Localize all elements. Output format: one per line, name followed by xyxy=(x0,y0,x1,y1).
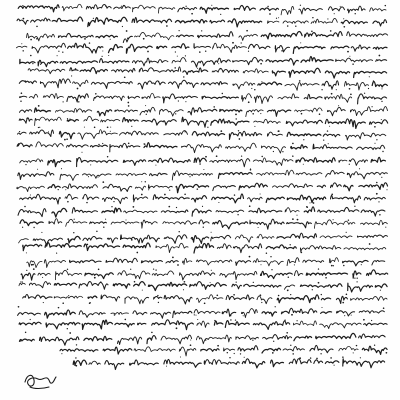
handwritten-line xyxy=(18,168,388,180)
handwritten-line xyxy=(17,181,388,193)
handwritten-line xyxy=(20,55,387,67)
handwritten-line xyxy=(20,155,386,166)
handwritten-line xyxy=(23,243,386,254)
handwritten-line xyxy=(19,319,387,330)
handwritten-line xyxy=(20,92,387,104)
handwritten-line xyxy=(18,4,386,15)
handwritten-signature xyxy=(22,368,58,392)
handwritten-line xyxy=(18,130,386,141)
handwritten-line xyxy=(21,268,388,280)
handwritten-line xyxy=(28,67,387,78)
handwritten-line xyxy=(18,306,385,318)
handwritten-line xyxy=(20,193,386,204)
handwritten-line xyxy=(17,17,387,28)
handwritten-line xyxy=(27,256,385,268)
handwritten-line xyxy=(18,205,385,217)
handwritten-line xyxy=(17,142,385,153)
handwritten-line xyxy=(20,218,387,229)
handwritten-line xyxy=(19,231,388,246)
handwritten-line xyxy=(19,79,387,91)
handwritten-line xyxy=(20,332,386,346)
handwritten-line xyxy=(19,281,387,292)
handwritten-line xyxy=(73,356,384,369)
handwritten-line xyxy=(20,105,388,117)
handwritten-line xyxy=(19,116,388,128)
handwritten-line xyxy=(23,294,387,305)
handwritten-line xyxy=(27,30,388,43)
handwritten-line xyxy=(16,42,387,54)
handwritten-line xyxy=(60,344,387,356)
